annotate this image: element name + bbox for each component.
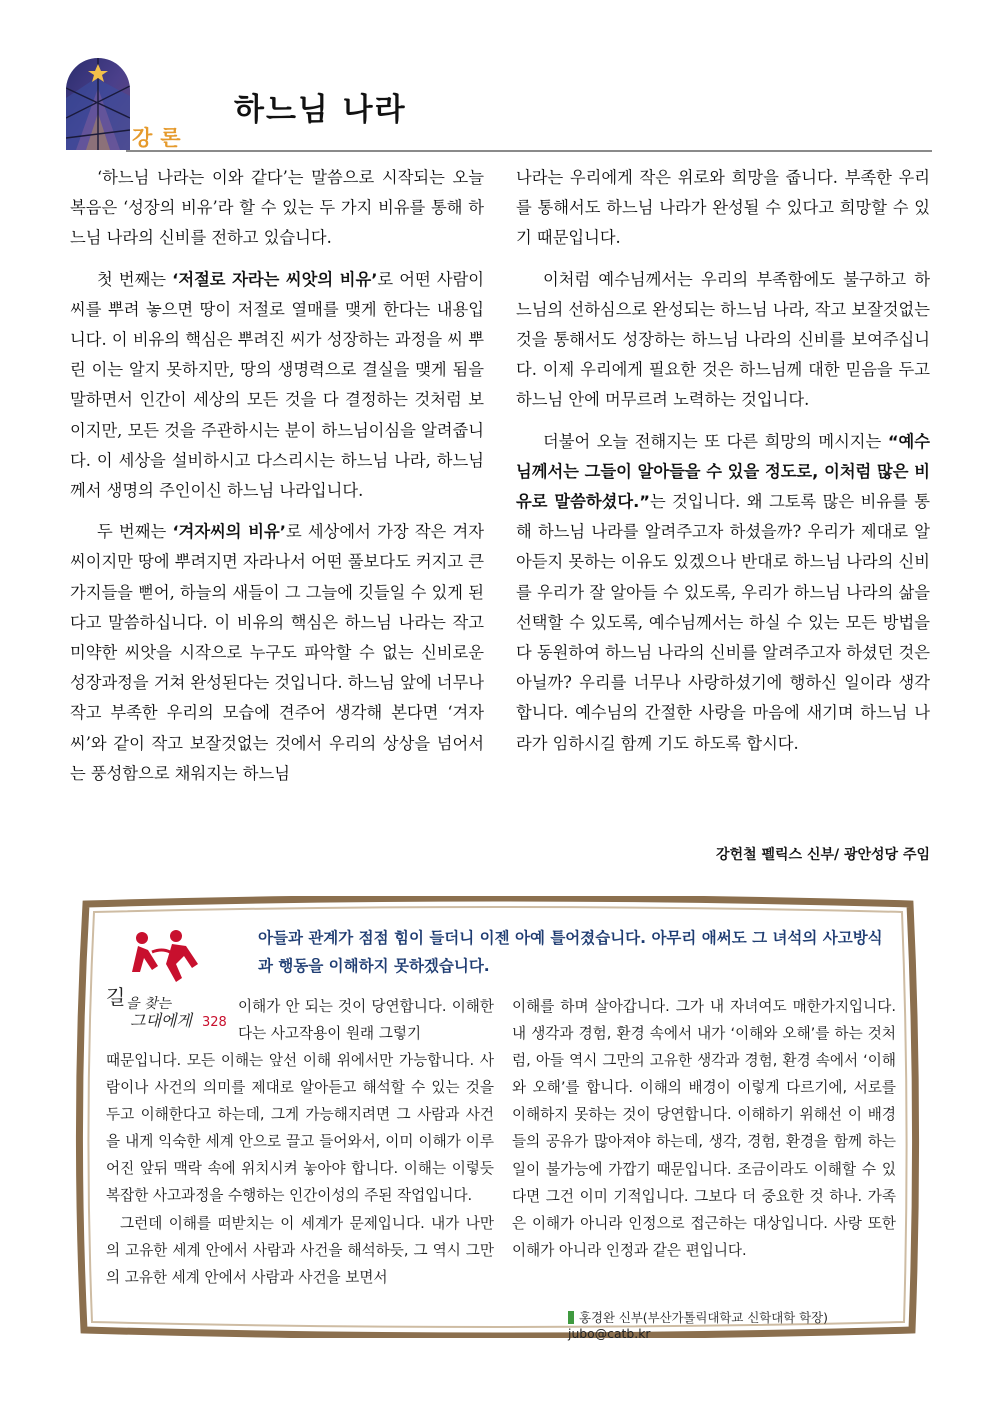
homily-paragraph: 첫 번째는 ‘저절로 자라는 씨앗의 비유’로 어떤 사람이 씨를 뿌려 놓으면 땅이 저절로 열매를 맺게 한다는 내용입니다. 이 비유의 핵심은 뿌려진 씨가 성장하는 과정을 씨 뿌린 이는 알지 못하지만, 땅의 생명력으로 결실을 맺게 됨을 말하면서 인간이 세상의 모든 것을 다 결정하는 것처럼 보이지만, 모든 것을 주관하시는 분이 하느님이심을 알려줍니다. 이 세상을 설비하시고 다스리시는 하느님 나라, 하느님께서 생명의 주인이신 하느님 나라입니다. (70, 269, 485, 501)
issue-number: 328 (202, 1015, 227, 1030)
homily-paragraph: 더불어 오늘 전해지는 또 다른 희망의 메시지는 “예수님께서는 그들이 알아들을 수 있을 정도로, 이처럼 많은 비유로 말씀하셨다.”는 것입니다. 왜 그토록 많은 비유를 통해 하느님 나라를 알려주고자 하셨을까? 우리가 제대로 알아듣지 못하는 이유도 있겠으나 반대로 하느님 나라의 신비를 우리가 잘 알아들 수 있도록, 우리가 하느님 나라의 삶을 선택할 수 있도록, 예수님께서는 하실 수 있는 모든 방법을 다 동원하여 하느님 나라의 신비를 알려주고자 하셨던 것은 아닐까? 우리를 너무나 사랑하셨기에 행하신 일이라 생각합니다. 예수님의 간절한 사랑을 마음에 새기며 하느님 나라가 임하시길 함께 기도 하도록 합시다. (516, 431, 930, 753)
author-marker-icon (568, 1311, 574, 1324)
homily-paragraph: 이처럼 예수님께서는 우리의 부족함에도 불구하고 하느님의 선하심으로 완성되는 하느님 나라, 작고 보잘것없는 것을 통해서도 성장하는 하느님 나라의 신비를 보여주십니다. 이제 우리에게 필요한 것은 하느님께 대한 믿음을 두고 하느님 안에 머무르려 노력하는 것입니다. (516, 269, 930, 410)
page-title: 하느님 나라 (234, 92, 407, 128)
column-author: 홍경완 신부(부산가톨릭대학교 신학대학 학장) jubo@catb.kr (568, 1310, 828, 1341)
page-header (64, 58, 932, 154)
homily-left-column (70, 163, 484, 800)
homily-right-column (516, 163, 930, 770)
homily-paragraph: 나라는 우리에게 작은 위로와 희망을 줍니다. 부족한 우리를 통해서도 하느님 나라가 완성될 수 있다고 희망할 수 있기 때문입니다. (516, 168, 930, 248)
emphasis-text: ‘겨자씨의 비유’ (172, 522, 286, 542)
advice-column-box (72, 896, 924, 1341)
emphasis-text: ‘저절로 자라는 씨앗의 비유’ (172, 269, 378, 289)
homily-paragraph: ‘하느님 나라는 이와 같다’는 말씀으로 시작되는 오늘 복음은 ‘성장의 비유’라 할 수 있는 두 가지 비유를 통해 하느님 나라의 신비를 전하고 있습니다. (70, 168, 484, 248)
answer-left-column (106, 1047, 494, 1291)
svg-text:을 찾는: 을 찾는 (126, 996, 172, 1012)
answer-right-column (512, 993, 896, 1264)
section-label: 강론 (132, 126, 189, 150)
author-signature: 강헌철 펠릭스 신부/ 광안성당 주임 (716, 847, 930, 863)
header-divider (126, 150, 932, 152)
answer-paragraph: 이해를 하며 살아갑니다. 그가 내 자녀여도 매한가지입니다. 내 생각과 경험, 환경 속에서 내가 ‘이해와 오해’를 하는 것처럼, 아들 역시 그만의 고유한 생각과 경험, 환경 속에서 ‘이해와 오해’를 합니다. 이해의 배경이 이렇게 다르기에, 서로를 이해하지 못하는 것이 당연합니다. 이해하기 위해선 이 배경들의 공유가 많아져야 하는데, 생각, 경험, 환경을 함께 하는 일이 불가능에 가깝기 때문입니다. 조금이라도 이해할 수 있다면 그건 이미 기적입니다. 그보다 더 중요한 것 하나. 가족은 이해가 아니라 인정으로 접근하는 대상입니다. 사랑 또한 이해가 아니라 인정과 같은 편입니다. (512, 998, 896, 1259)
emphasis-text: “예수님께서는 그들이 알아들을 수 있을 정도로, 이처럼 많은 비유로 말씀하셨다.” (516, 431, 930, 512)
answer-paragraph: 때문입니다. 모든 이해는 앞선 이해 위에서만 가능합니다. 사람이나 사건의 의미를 제대로 알아듣고 해석할 수 있는 것을 두고 이해한다고 하는데, 그게 가능해지려면 그 사람과 사건을 내게 익숙한 세계 안으로 끌고 들어와서, 이미 이해가 이루어진 앞뒤 맥락 속에 위치시켜 놓아야 합니다. 이해는 이렇듯 복잡한 사고과정을 수행하는 인간이성의 주된 작업입니다. (106, 1052, 494, 1205)
svg-text:그대에게: 그대에게 (130, 1011, 192, 1030)
answer-intro: 이해가 안 되는 것이 당연합니다. 이해한다는 사고작용이 원래 그렇기 (238, 998, 494, 1043)
reader-question: 아들과 관계가 점점 힘이 들더니 이젠 아예 틀어졌습니다. 아무리 애써도 그 녀석의 사고방식과 행동을 이해하지 못하겠습니다. (258, 929, 883, 975)
column-logo (100, 922, 240, 1030)
homily-paragraph: 두 번째는 ‘겨자씨의 비유’로 세상에서 가장 작은 겨자씨이지만 땅에 뿌려지면 자라나서 어떤 풀보다도 커지고 큰 가지들을 뻗어, 하늘의 새들이 그 그늘에 깃들일 수 있게 된다고 말씀하십니다. 이 비유의 핵심은 하느님 나라는 작고 미약한 씨앗을 시작으로 누구도 파악할 수 없는 신비로운 성장과정을 거쳐 완성된다는 것입니다. 하느님 앞에 너무나 작고 부족한 우리의 모습에 견주어 생각해 본다면 ‘겨자씨’와 같이 작고 보잘것없는 것에서 우리의 상상을 넘어서는 풍성함으로 채워지는 하느님 (70, 522, 484, 783)
stained-glass-icon (66, 58, 130, 150)
svg-text:길: 길 (106, 985, 126, 1009)
answer-paragraph: 그런데 이해를 떠받치는 이 세계가 문제입니다. 내가 나만의 고유한 세계 안에서 사람과 사건을 해석하듯, 그 역시 그만의 고유한 세계 안에서 사람과 사건을 보면서 (106, 1214, 494, 1286)
